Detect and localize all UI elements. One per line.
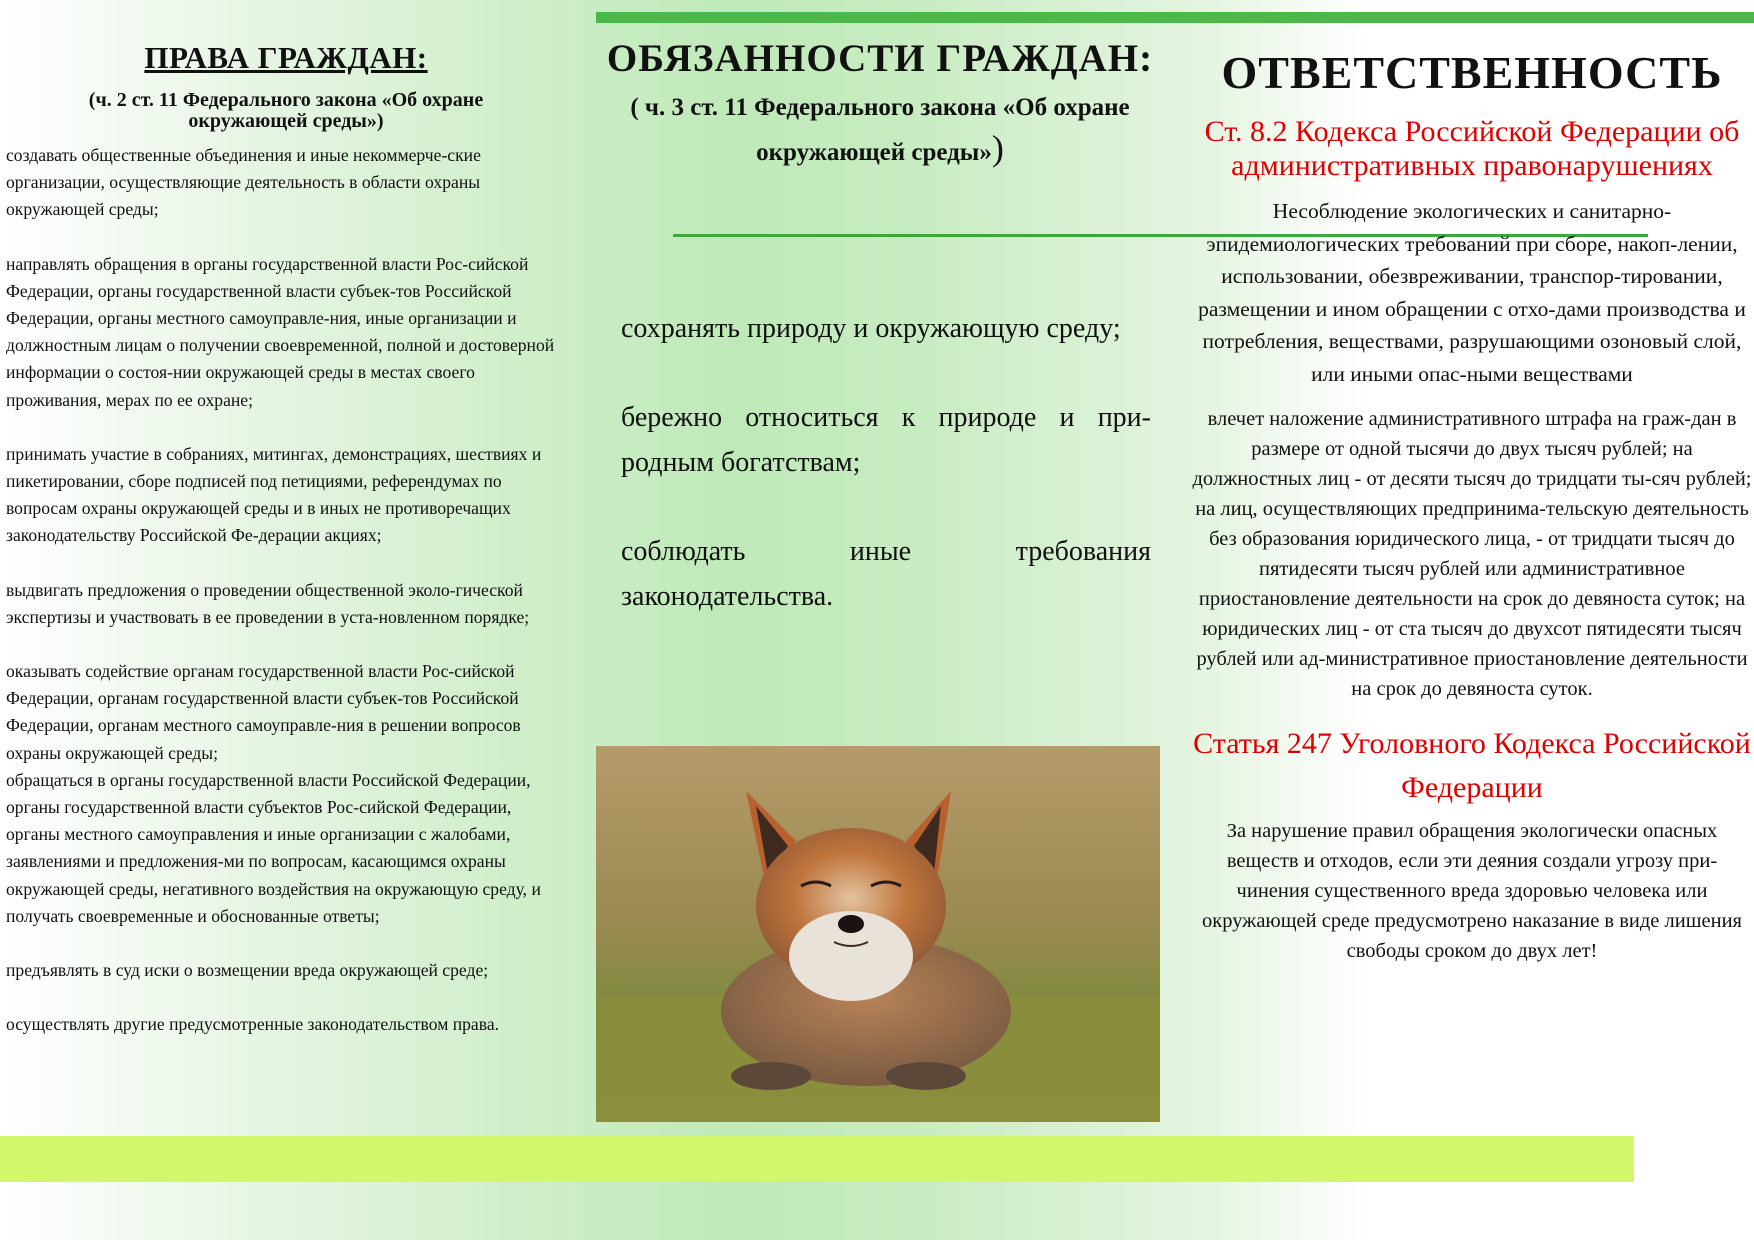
rights-item: обращаться в органы государственной власти Российской Федерации, органы государственной власти субъектов Рос-сийской Федерации, органы местного самоуправления и иные организации с жалобами, заявлениями и предложения-ми по вопросам, касающимся охраны окружающей среды, негативного воздействия на окружающую среду, и получать своевременные и обоснованные ответы; — [6, 769, 541, 926]
rights-item: принимать участие в собраниях, митингах, демонстрациях, шествиях и пикетировании, сборе подписей под петициями, референдумах по вопросам охраны окружающей среды и в иных не противоречащих законодательству Российской Фе-дерации акциях; — [6, 443, 542, 546]
rights-title: ПРАВА ГРАЖДАН: — [144, 40, 428, 75]
duties-item: бережно относиться к природе и при-родным богатствам; — [621, 402, 1151, 478]
duties-item: сохранять природу и окружающую среду; — [621, 313, 1121, 344]
rights-item: предъявлять в суд иски о возмещении вреда окружающей среде; — [6, 960, 489, 981]
fox-photo — [596, 746, 1160, 1122]
duties-item: соблюдать иные требования законодательства. — [621, 536, 1151, 612]
rights-item: создавать общественные объединения и иные некоммерче-ские организации, осуществляющие деятельность в области охраны окружающей среды; — [6, 145, 481, 220]
penalty-description: влечет наложение административного штрафа на граж-дан в размере от одной тысячи до двух тысяч рублей; на должностных лиц - от десяти тысяч до тридцати ты-сяч рублей; на лиц, осуществляющих предпринима-тельскую деятельность без образования юридического лица, - от тридцати тысяч до пятидесяти тысяч рублей или административное приостановление деятельности на срок до девяноста суток; на юридических лиц - от ста тысяч до двухсот пятидесяти тысяч рублей или ад-министративное приостановление деятельности на срок до девяноста суток. — [1192, 408, 1752, 700]
top-green-bar — [596, 12, 1754, 23]
criminal-code-title: Статья 247 Уголовного Кодекса Российской Федерации — [1193, 727, 1751, 804]
fox-nose — [838, 915, 864, 933]
rights-column — [6, 40, 566, 1065]
rights-item: осуществлять другие предусмотренные законодательством права. — [6, 1014, 500, 1035]
duties-law-reference — [600, 88, 1160, 173]
rights-item: направлять обращения в органы государственной власти Рос-сийской Федерации, органы государственной власти субъек-тов Российской Федерации, органы местного самоуправле-ния, иные организации и должностным лицам о получении своевременной, полной и достоверной информации о состоя-нии окружающей среды в местах своего проживания, мерах по ее охране; — [6, 253, 555, 410]
rights-item: выдвигать предложения о проведении общественной эколо-гической экспертизы и участвовать в ее проведении в уста-новленном порядке; — [6, 579, 530, 627]
administrative-code-title: Ст. 8.2 Кодекса Российской Федерации об административных правонарушениях — [1204, 115, 1740, 182]
duties-column — [600, 36, 1160, 612]
duties-title: ОБЯЗАННОСТИ ГРАЖДАН: — [606, 37, 1154, 80]
rights-list — [6, 142, 566, 1038]
rights-law-reference: (ч. 2 ст. 11 Федерального закона «Об охране окружающей среды») — [88, 89, 484, 132]
duties-list — [621, 306, 1151, 663]
offence-description: Несоблюдение экологических и санитарно-эпидемиологических требований при сборе, накоп-лении, использовании, обезвреживании, транспор-тировании, размещении и ином обращении с отхо-дами производства и потребления, веществами, разрушающими озоновый слой, или иными опас-ными веществами — [1198, 199, 1746, 386]
duties-law-text: ( ч. 3 ст. 11 Федерального закона «Об охране окружающей среды» — [630, 94, 1130, 166]
duties-law-paren: ) — [991, 128, 1004, 168]
bottom-lime-bar — [0, 1136, 1634, 1182]
responsibility-title: ОТВЕТСТВЕННОСТЬ — [1221, 47, 1723, 98]
rights-item: оказывать содействие органам государственной власти Рос-сийской Федерации, органам государственной власти субъек-тов Российской Федерации, органам местного самоуправле-ния в решении вопросов охраны окружающей среды; — [6, 661, 521, 763]
responsibility-column — [1192, 46, 1752, 966]
fox-left-paw — [731, 1062, 811, 1090]
fox-right-paw — [886, 1062, 966, 1090]
criminal-penalty-text: За нарушение правил обращения экологически опасных веществ и отходов, если эти деяния создали угрозу при-чинения существенного вреда здоровью человека или окружающей среде предусмотрено наказание в виде лишения свободы сроком до двух лет! — [1202, 820, 1742, 962]
